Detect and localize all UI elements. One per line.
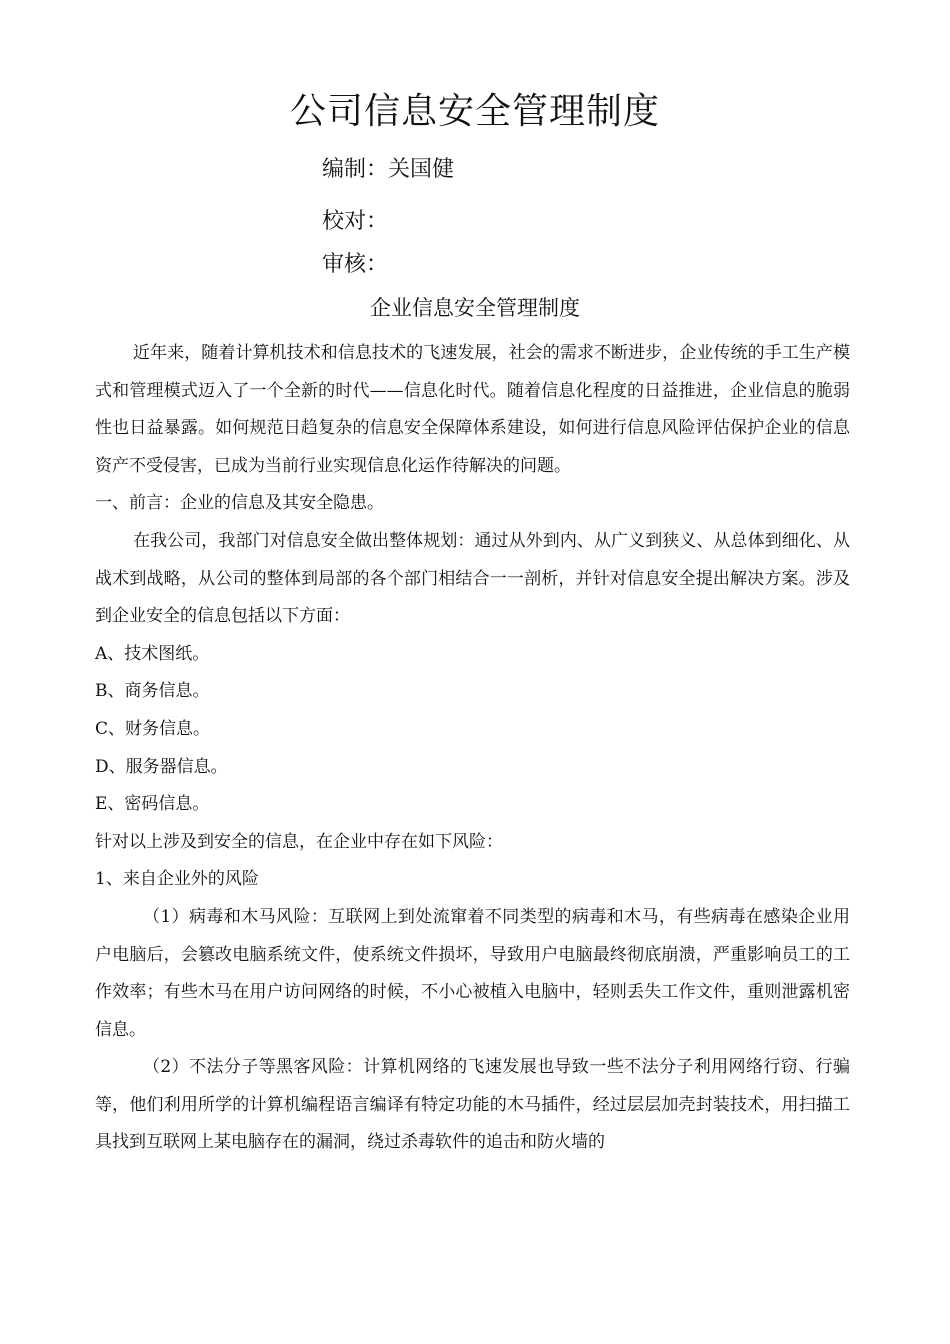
compiler-line: 编制：关国健 [322, 157, 455, 182]
section-heading-preface: 一、前言：企业的信息及其安全隐患。 [95, 493, 384, 514]
virus-risk-paragraph: （1）病毒和木马风险：互联网上到处流窜着不同类型的病毒和木马，有些病毒在感染企业用户电脑后，会篡改电脑系统文件，使系统文件损坏，导致用户电脑最终彻底崩溃，严重影响员工的工作效率；有些木马在用户访问网络的时候，不小心被植入电脑中，轻则丢失工作文件，重则泄露机密信息。 [95, 906, 850, 1040]
list-item: C、财务信息。 [95, 718, 211, 739]
document-title: 公司信息安全管理制度 [289, 91, 660, 132]
planning-paragraph: 在我公司，我部门对信息安全做出整体规划：通过从外到内、从广义到狭义、从总体到细化、从战术到战略，从公司的整体到局部的各个部门相结合一一剖析，并针对信息安全提出解决方案。涉及到企业安全的信息包括以下方面： [95, 530, 850, 627]
document-body [95, 335, 850, 1162]
hacker-risk-paragraph: （2）不法分子等黑客风险：计算机网络的飞速发展也导致一些不法分子利用网络行窃、行骗等，他们利用所学的计算机编程语言编译有特定功能的木马插件，经过层层加壳封装技术，用扫描工具找到互联网上某电脑存在的漏洞，绕过杀毒软件的追击和防火墙的 [95, 1057, 850, 1153]
section-heading-external-risk: 1、来自企业外的风险 [95, 869, 259, 890]
document-subtitle: 企业信息安全管理制度 [370, 296, 580, 320]
intro-paragraph: 近年来，随着计算机技术和信息技术的飞速发展，社会的需求不断进步，企业传统的手工生产模式和管理模式迈入了一个全新的时代——信息化时代。随着信息化程度的日益推进，企业信息的脆弱性也日益暴露。如何规范日趋复杂的信息安全保障体系建设，如何进行信息风险评估保护企业的信息资产不受侵害，已成为当前行业实现信息化运作待解决的问题。 [95, 343, 850, 476]
risk-intro-paragraph: 针对以上涉及到安全的信息，在企业中存在如下风险： [95, 831, 503, 852]
list-item: E、密码信息。 [95, 794, 210, 815]
list-item: A、技术图纸。 [95, 643, 210, 664]
reviewer-line: 审核： [322, 252, 389, 277]
proofreader-line: 校对： [322, 209, 389, 234]
list-item: B、商务信息。 [95, 681, 210, 702]
list-item: D、服务器信息。 [95, 756, 228, 777]
